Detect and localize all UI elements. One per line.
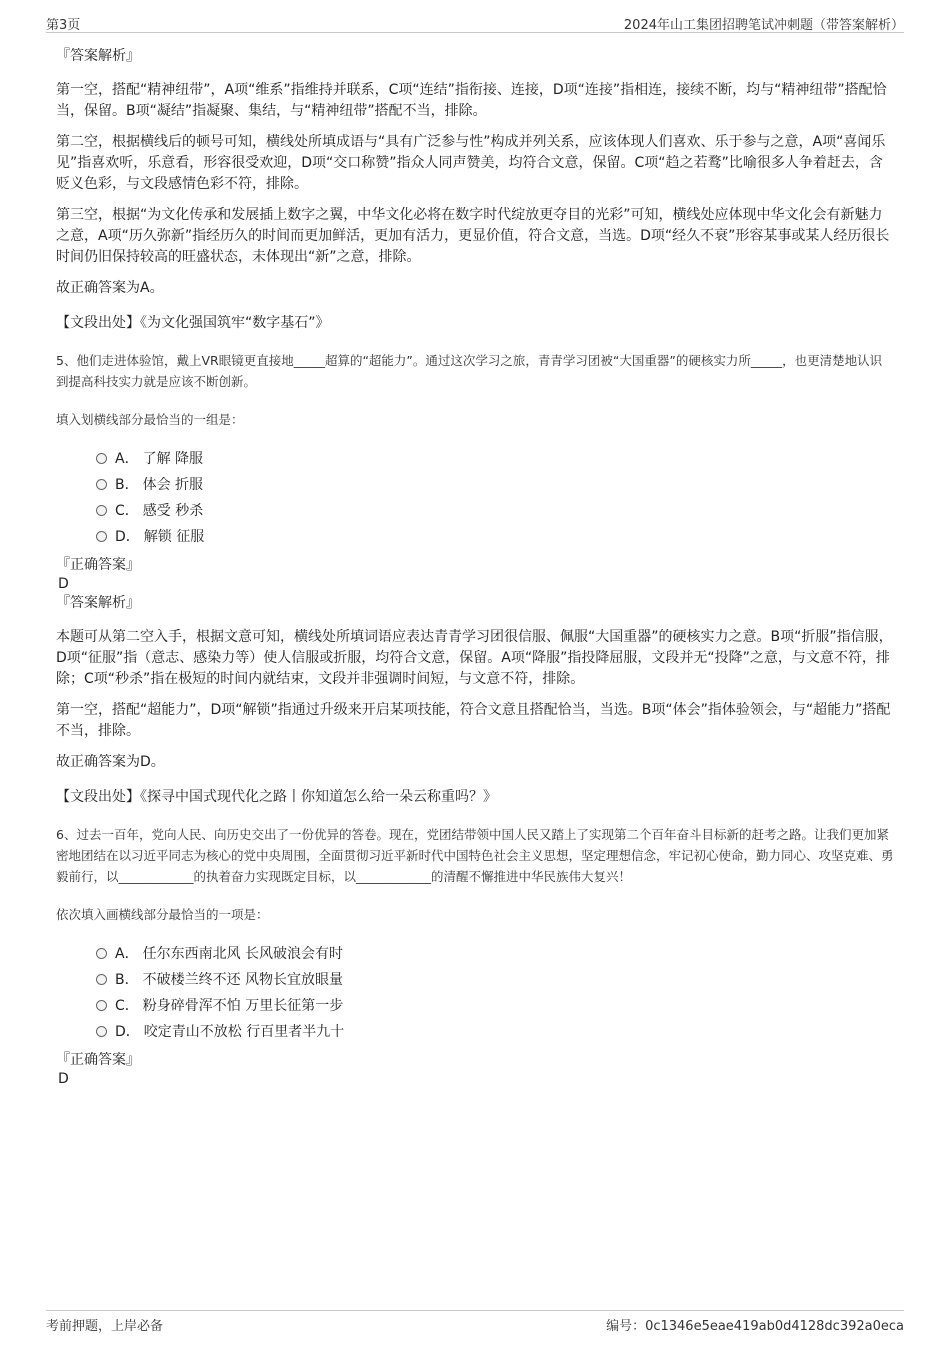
- page-number: 第3页: [46, 18, 81, 33]
- q5-conclusion: 故正确答案为D。: [56, 754, 165, 770]
- q4-source: 【文段出处】《为文化强国筑牢“数字基石”》: [56, 315, 330, 331]
- q6-option-a[interactable]: A． 任尔东西南北风 长风破浪会有时: [96, 941, 894, 967]
- radio-icon[interactable]: [96, 505, 107, 516]
- q5-analysis-paragraph: 第一空，搭配“超能力”，D项“解锁”指通过升级来开启某项技能，符合文意且搭配恰当，当选。B项“体会”指体验领会，与“超能力”搭配不当，排除。: [56, 702, 891, 739]
- footer-slogan: 考前押题，上岸必备: [46, 1319, 164, 1334]
- q5-answer-label: 『正确答案』: [56, 557, 140, 573]
- q5-option-c[interactable]: C． 感受 秒杀: [96, 498, 894, 524]
- q5-question: 5、他们走进体验馆，戴上VR眼镜更直接地_____超算的“超能力”。通过这次学习之旅，青青学习团被“大国重器”的硬核实力所_____，也更清楚地认识到提高科技实力就是应该不断创新。: [56, 353, 883, 389]
- radio-icon[interactable]: [96, 479, 107, 490]
- q5-option-a[interactable]: A． 了解 降服: [96, 446, 894, 472]
- radio-icon[interactable]: [96, 1000, 107, 1011]
- q5-analysis-paragraph: 本题可从第二空入手，根据文意可知，横线处所填词语应表达青青学习团很信服、佩服“大国重器”的硬核实力之意。B项“折服”指信服，D项“征服”指（意志、感染力等）使人信服或折服，均符合文意，保留。A项“降服”指投降屈服，文段并无“投降”之意，与文意不符，排除；C项“秒杀”指在极短的时间内就结束，文段并非强调时间短，与文意不符，排除。: [56, 629, 893, 687]
- q5-option-d[interactable]: D． 解锁 征服: [96, 524, 894, 550]
- page-footer: [46, 1310, 904, 1334]
- document-id: 编号：0c1346e5eae419ab0d4128dc392a0eca: [606, 1319, 904, 1334]
- q6-answer-label: 『正确答案』: [56, 1052, 140, 1068]
- q6-options: [96, 941, 894, 1045]
- page-content: [56, 46, 894, 1089]
- q6-option-c[interactable]: C． 粉身碎骨浑不怕 万里长征第一步: [96, 993, 894, 1019]
- q5-option-b[interactable]: B． 体会 折服: [96, 472, 894, 498]
- q5-options: [96, 446, 894, 550]
- document-title: 2024年山工集团招聘笔试冲刺题（带答案解析）: [623, 18, 904, 33]
- q5-instruction: 填入划横线部分最恰当的一组是：: [56, 412, 244, 427]
- q4-analysis-label: 『答案解析』: [56, 48, 140, 64]
- q6-option-d[interactable]: D． 咬定青山不放松 行百里者半九十: [96, 1019, 894, 1045]
- page-header: [46, 14, 904, 33]
- q5-analysis-label: 『答案解析』: [56, 595, 140, 611]
- q4-conclusion: 故正确答案为A。: [56, 280, 164, 296]
- q5-source: 【文段出处】《探寻中国式现代化之路丨你知道怎么给一朵云称重吗？》: [56, 789, 497, 805]
- radio-icon[interactable]: [96, 531, 107, 542]
- q4-analysis-paragraph: 第二空，根据横线后的顿号可知，横线处所填成语与“具有广泛参与性”构成并列关系，应该体现人们喜欢、乐于参与之意，A项“喜闻乐见”指喜欢听，乐意看，形容很受欢迎，D项“交口称赞”指众人同声赞美，均符合文意，保留。C项“趋之若鹜”比喻很多人争着赶去，含贬义色彩，与文段感情色彩不符，排除。: [56, 134, 886, 192]
- q6-option-b[interactable]: B． 不破楼兰终不还 风物长宜放眼量: [96, 967, 894, 993]
- q6-answer: D: [58, 1071, 69, 1087]
- radio-icon[interactable]: [96, 453, 107, 464]
- q4-analysis-paragraph: 第三空，根据“为文化传承和发展插上数字之翼，中华文化必将在数字时代绽放更夺目的光彩”可知，横线处应体现中华文化会有新魅力之意，A项“历久弥新”指经历久的时间而更加鲜活，更加有活力，更显价值，符合文意，当选。D项“经久不衰”形容某事或某人经历很长时间仍旧保持较高的旺盛状态，未体现出“新”之意，排除。: [56, 207, 890, 265]
- radio-icon[interactable]: [96, 1026, 107, 1037]
- radio-icon[interactable]: [96, 974, 107, 985]
- q5-answer: D: [58, 576, 69, 592]
- q6-question: 6、过去一百年，党向人民、向历史交出了一份优异的答卷。现在，党团结带领中国人民又踏上了实现第二个百年奋斗目标新的赶考之路。让我们更加紧密地团结在以习近平同志为核心的党中央周围，全面贯彻习近平新时代中国特色社会主义思想，坚定理想信念，牢记初心使命，勤力同心、攻坚克难、勇毅前行，以____________的执着奋力实现既定目标，以____________的清醒不懈推进中华民族伟大复兴！: [56, 827, 894, 884]
- radio-icon[interactable]: [96, 948, 107, 959]
- q4-analysis-paragraph: 第一空，搭配“精神纽带”，A项“维系”指维持并联系，C项“连结”指衔接、连接，D项“连接”指相连，接续不断，均与“精神纽带”搭配恰当，保留。B项“凝结”指凝聚、集结，与“精神纽带”搭配不当，排除。: [56, 82, 887, 119]
- q6-instruction: 依次填入画横线部分最恰当的一项是：: [56, 907, 269, 922]
